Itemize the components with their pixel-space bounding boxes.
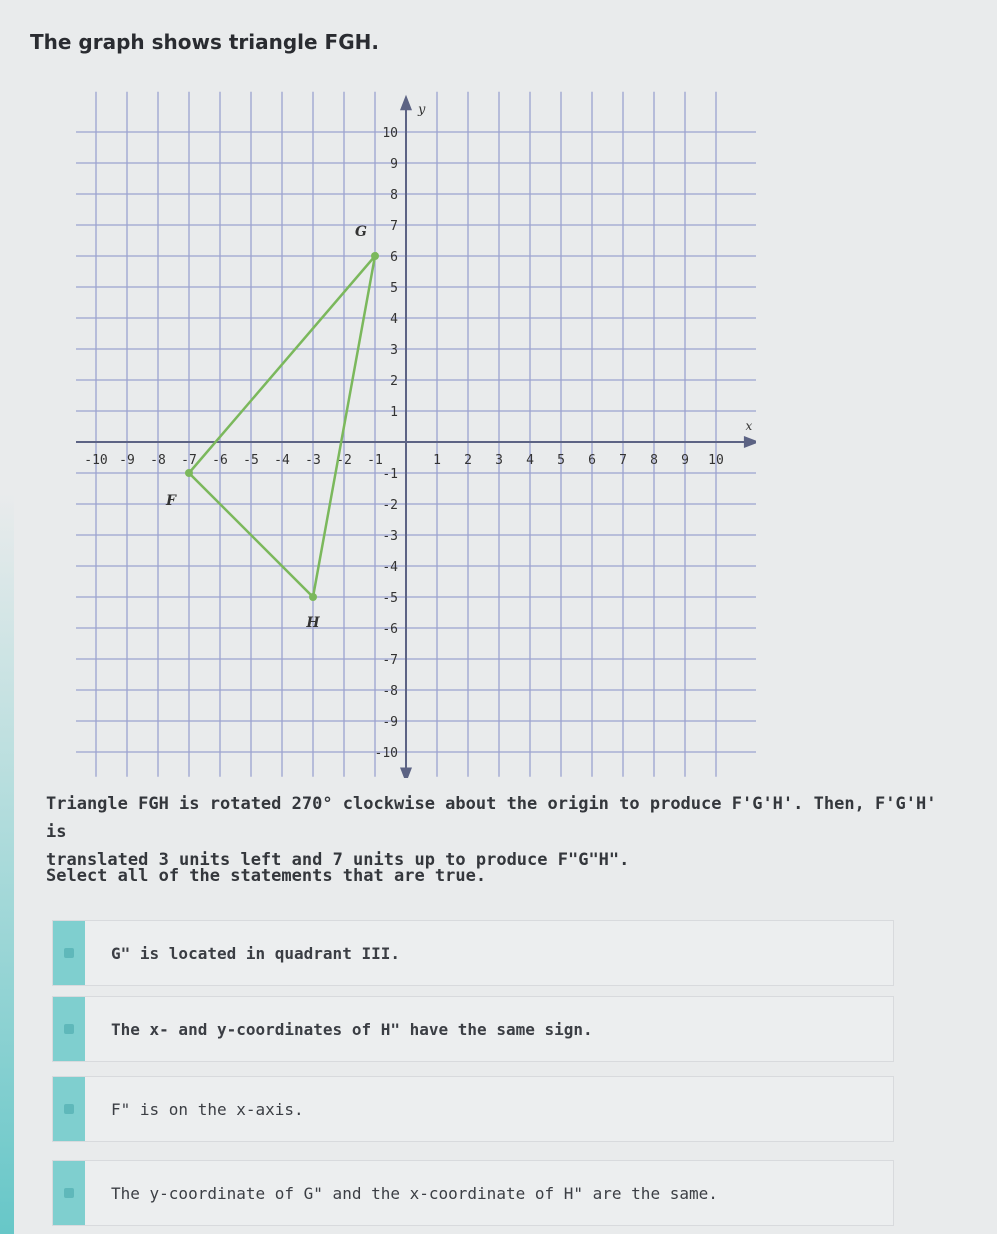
option-1[interactable] [52,920,894,986]
y-tick-label: 1 [390,405,398,420]
x-tick-label: -3 [305,453,321,468]
checkbox-icon [64,1024,74,1034]
option-1-text: G" is located in quadrant III. [111,943,400,963]
option-2-text: The x- and y-coordinates of H" have the same sign. [111,1019,593,1039]
y-tick-label: -6 [382,622,398,637]
coordinate-graph [76,88,756,778]
x-axis-label: x [745,419,753,433]
x-tick-label: -4 [274,453,290,468]
triangle-fgh [165,224,379,631]
y-tick-label: 4 [390,312,398,327]
x-tick-label: 4 [526,453,534,468]
y-tick-label: -10 [374,746,398,761]
checkbox-option-2[interactable] [53,997,85,1061]
option-4-text: The y-coordinate of G" and the x-coordinate of H" are the same. [111,1183,718,1203]
x-tick-label: -1 [367,453,383,468]
y-tick-label: -3 [382,529,398,544]
instruction-text: Select all of the statements that are true. [46,866,487,886]
y-axis-arrow-down-icon [400,768,412,779]
checkbox-option-4[interactable] [53,1161,85,1225]
vertex-point-f [185,469,193,477]
y-tick-label: 10 [382,126,398,141]
y-tick-label: 5 [390,281,398,296]
checkbox-icon [64,948,74,958]
x-tick-label: 3 [495,453,503,468]
y-tick-label: -2 [382,498,398,513]
vertex-point-g [371,252,379,260]
x-tick-label: -6 [212,453,228,468]
vertex-label-f: F [166,493,176,509]
x-tick-label: 6 [588,453,596,468]
checkbox-icon [64,1104,74,1114]
x-tick-label: -2 [336,453,352,468]
x-tick-label: -5 [243,453,259,468]
vertex-label-g: G [355,224,367,240]
x-tick-label: 5 [557,453,565,468]
y-tick-label: -5 [382,591,398,606]
y-tick-label: 9 [390,157,398,172]
checkbox-option-3[interactable] [53,1077,85,1141]
question-header: The graph shows triangle FGH. [30,30,379,54]
left-accent-strip [0,0,14,1234]
x-tick-label: 8 [650,453,658,468]
x-tick-label: 1 [433,453,441,468]
x-tick-label: 10 [708,453,724,468]
y-tick-label: -7 [382,653,398,668]
x-axis-arrow-right-icon [744,436,756,448]
option-4[interactable] [52,1160,894,1226]
x-tick-label: -8 [150,453,166,468]
x-tick-label: -10 [84,453,108,468]
y-tick-label: 3 [390,343,398,358]
checkbox-option-1[interactable] [53,921,85,985]
vertex-point-h [309,593,317,601]
x-tick-label: 7 [619,453,627,468]
y-tick-label: -4 [382,560,398,575]
option-3[interactable] [52,1076,894,1142]
prompt-line-2: translated 3 units left and 7 units up to produce F"G"H". [46,850,630,870]
prompt-line-1: Triangle FGH is rotated 270° clockwise about the origin to produce F'G'H'. Then, F'G'H' is [46,794,937,842]
y-tick-label: 2 [390,374,398,389]
y-tick-label: 7 [390,219,398,234]
x-tick-label: -7 [181,453,197,468]
y-tick-label: -1 [382,467,398,482]
y-tick-label: -9 [382,715,398,730]
x-tick-label: 9 [681,453,689,468]
y-tick-label: 8 [390,188,398,203]
tick-labels [84,126,724,761]
option-3-text: F" is on the x-axis. [111,1099,304,1119]
y-tick-label: 6 [390,250,398,265]
checkbox-icon [64,1188,74,1198]
y-tick-label: -8 [382,684,398,699]
option-2[interactable] [52,996,894,1062]
grid-lines [76,92,756,777]
x-tick-label: 2 [464,453,472,468]
vertex-label-h: H [306,615,320,631]
x-tick-label: -9 [119,453,135,468]
question-prompt [46,790,966,874]
y-axis-arrow-up-icon [400,95,412,111]
y-axis-label: y [418,102,426,118]
